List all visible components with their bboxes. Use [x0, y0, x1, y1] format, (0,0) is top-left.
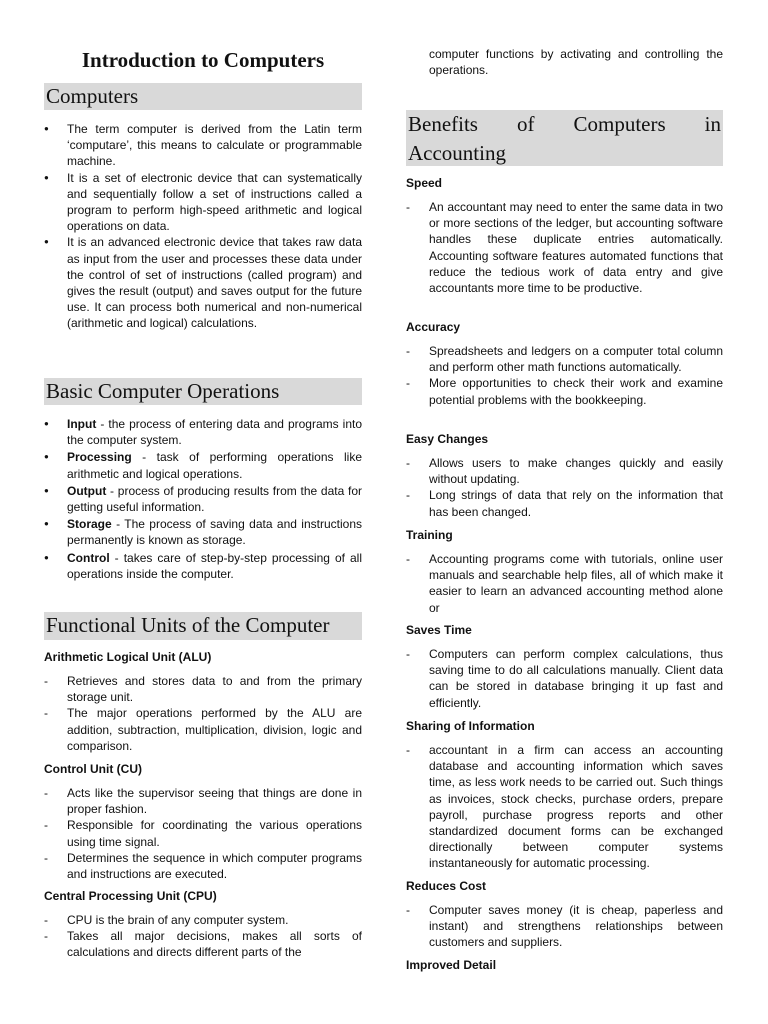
- subheading-cpu: Central Processing Unit (CPU): [44, 889, 217, 903]
- description: - takes care of step-by-step processing of all operations inside the computer.: [67, 550, 362, 581]
- section-heading-functional-units: Functional Units of the Computer: [44, 612, 362, 640]
- sharing-list: [406, 742, 723, 872]
- computers-list: [44, 121, 362, 332]
- list-item: ● It is a set of electronic device that can systematically and sequentially follow a set of instructions called a program to perform high-speed arithmetic and logical operations on data.: [44, 170, 362, 235]
- reduces-cost-list: [406, 902, 723, 951]
- list-item: - accountant in a firm can access an accounting database and accounting information which saves time, as less work needs to be carried out. Such things as invoices, stock checks, purchase orders, prepare payroll, purchase progress reports and other standardized document forms can be exchanged directionally between computer systems instantaneously for automatic processing.: [406, 742, 723, 872]
- list-item: - Spreadsheets and ledgers on a computer total column and perform other math functions automatically.: [406, 343, 723, 375]
- term: Output: [67, 483, 107, 498]
- list-item: [44, 416, 362, 448]
- list-item: - Long strings of data that rely on the information that has been changed.: [406, 487, 723, 519]
- subheading-reduces-cost: Reduces Cost: [406, 879, 487, 893]
- list-item: [44, 550, 362, 582]
- list-item: - More opportunities to check their work and examine potential problems with the bookkeeping.: [406, 375, 723, 407]
- document-title: Introduction to Computers: [81, 48, 325, 72]
- list-item: - Responsible for coordinating the various operations using time signal.: [44, 817, 362, 849]
- description: - the process of entering data and programs into the computer system.: [67, 417, 362, 448]
- list-item: - Takes all major decisions, makes all sorts of calculations and directs different parts of the: [44, 928, 362, 960]
- easy-changes-list: [406, 455, 723, 520]
- list-item: - Determines the sequence in which computer programs and instructions are executed.: [44, 850, 362, 882]
- list-item: ● It is an advanced electronic device that takes raw data as input from the user and processes these data under the control of set of instructions (called program) and gives the result (output) and saves output for the future use. It can process both numerical and non-numerical (arithmetic and logical) calculations.: [44, 234, 362, 331]
- cpu-continuation-text: computer functions by activating and controlling the operations.: [429, 47, 723, 78]
- list-item: - Computer saves money (it is cheap, paperless and instant) and strengthens relationships between customers and suppliers.: [406, 902, 723, 951]
- list-item: [44, 449, 362, 481]
- accuracy-list: [406, 343, 723, 408]
- cu-list: [44, 785, 362, 882]
- section-heading-basic-operations: Basic Computer Operations: [44, 378, 362, 405]
- list-item: - CPU is the brain of any computer system.: [44, 912, 362, 928]
- saves-time-list: [406, 646, 723, 711]
- list-item: [44, 483, 362, 515]
- subheading-cu: Control Unit (CU): [44, 762, 142, 776]
- alu-list: [44, 673, 362, 754]
- list-item: - Allows users to make changes quickly and easily without updating.: [406, 455, 723, 487]
- speed-list: [406, 199, 723, 296]
- list-item: - Retrieves and stores data to and from the primary storage unit.: [44, 673, 362, 705]
- training-list: [406, 551, 723, 616]
- basic-operations-list: [44, 416, 362, 582]
- list-item: - Acts like the supervisor seeing that things are done in proper fashion.: [44, 785, 362, 817]
- subheading-speed: Speed: [406, 176, 443, 190]
- subheading-sharing-information: Sharing of Information: [406, 719, 535, 733]
- subheading-easy-changes: Easy Changes: [406, 432, 489, 446]
- cpu-list: [44, 912, 362, 961]
- term: Control: [67, 550, 110, 565]
- term: Processing: [67, 450, 132, 465]
- term: Storage: [67, 517, 112, 532]
- section-heading-benefits: Benefits of Computers in Accounting: [408, 112, 721, 165]
- subheading-saves-time: Saves Time: [406, 623, 472, 637]
- description: - The process of saving data and instructions permanently is known as storage.: [67, 517, 362, 548]
- subheading-alu: Arithmetic Logical Unit (ALU): [44, 650, 212, 664]
- description: - process of producing results from the data for getting useful information.: [67, 483, 362, 515]
- term: Input: [67, 417, 97, 431]
- section-heading-computers: Computers: [44, 83, 362, 110]
- subheading-improved-detail: Improved Detail: [406, 958, 497, 972]
- list-item: ● The term computer is derived from the Latin term ‘computare’, this means to calculate or programmable machine.: [44, 121, 362, 170]
- list-item: - The major operations performed by the ALU are addition, subtraction, multiplication, division, logic and comparison.: [44, 705, 362, 754]
- description: - task of performing operations like arithmetic and logical operations.: [67, 450, 362, 481]
- subheading-accuracy: Accuracy: [406, 320, 461, 334]
- list-item: [44, 516, 362, 548]
- list-item: - Accounting programs come with tutorials, online user manuals and searchable help files, all of which make it easier to learn an advanced accounting method alone or: [406, 551, 723, 616]
- list-item: - An accountant may need to enter the same data in two or more sections of the ledger, but accounting software handles these duplicate entries automatically. Accounting software features automated functions that reduce the tedious work of data entry and give accountants more time to be productive.: [406, 199, 723, 296]
- subheading-training: Training: [406, 528, 453, 542]
- list-item: - Computers can perform complex calculations, thus saving time to do all calculations manually. Client data can be stored in database bringing it up fast and efficiently.: [406, 646, 723, 711]
